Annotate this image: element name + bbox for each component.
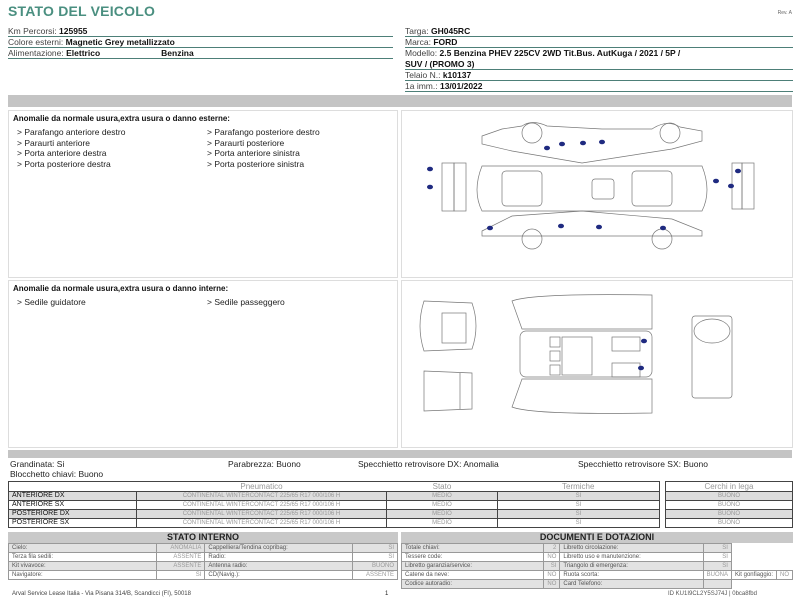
cerchi-row (666, 510, 793, 519)
exterior-list-2 (207, 127, 397, 169)
anomaly-item: > Sedile passeggero (207, 297, 285, 307)
footer-address: Arval Service Lease Italia - Via Pisana 314/B, Scandicci (FI), 50018 (12, 591, 191, 597)
interior-title: Anomalie da normale usura,extra usura o danno interne: (13, 284, 229, 293)
value: GH045RC (431, 26, 471, 36)
col-pneumatico: Pneumatico (137, 482, 387, 492)
stato-interno (8, 532, 398, 580)
kv-value: NO (544, 571, 560, 580)
kv-value: SI (544, 562, 560, 571)
value: Elettrico (66, 48, 101, 58)
tyre-table (8, 481, 660, 528)
damage-marker (596, 225, 602, 230)
exterior-anomalies-panel (8, 110, 398, 278)
kv-row (9, 562, 398, 571)
interior-list-2 (207, 297, 397, 308)
damage-marker (728, 184, 734, 189)
cerchi-row (666, 492, 793, 501)
anomaly-item: > Paraurti posteriore (207, 137, 285, 148)
tyre-cerchi: BUONO (666, 501, 793, 510)
anomaly-item: > Paraurti anteriore (17, 137, 90, 148)
cerchi-row (666, 519, 793, 528)
value: 2.5 Benzina PHEV 225CV 2WD Tit.Bus. AutKuga / 2021 / 5P / (439, 48, 681, 58)
interior-list-1 (17, 297, 207, 308)
tyre-termiche: SI (497, 519, 659, 528)
kv-label: Radio: (205, 553, 353, 562)
anomaly-item: > Parafango posteriore destro (207, 127, 320, 137)
kv-row (402, 553, 793, 562)
kv-value: BUONO (353, 562, 398, 571)
summary-left (10, 459, 103, 479)
tyre-model: CONTINENTAL WINTERCONTACT 225/65 R17 000/106 H (137, 501, 387, 510)
kv-label: Terza fila sedili: (9, 553, 157, 562)
kv-label: Card Telefono: (560, 580, 703, 589)
anomaly-item: > Porta anteriore destra (17, 148, 107, 158)
damage-marker (487, 226, 493, 231)
tyre-termiche: SI (497, 510, 659, 519)
damage-marker (713, 179, 719, 184)
kv-label: Codice autoradio: (402, 580, 544, 589)
cerchi-table (665, 481, 793, 528)
kv-label: Kit vivavoce: (9, 562, 157, 571)
stato-interno-title: STATO INTERNO (8, 532, 398, 543)
tyre-stato: MEDIO (387, 510, 498, 519)
kv-value: BUONA (703, 571, 731, 580)
kv-row (402, 562, 793, 571)
divider-bar-2 (8, 450, 792, 458)
kv-value: NO (777, 571, 793, 580)
value: 125955 (59, 26, 88, 36)
damage-marker (427, 185, 433, 190)
exterior-list-1 (17, 127, 207, 169)
damage-marker (735, 169, 741, 174)
col-stato: Stato (387, 482, 498, 492)
col-pos (9, 482, 137, 492)
right-info (405, 26, 793, 92)
tyre-row (9, 492, 660, 501)
modello-row (405, 48, 793, 59)
tyre-stato: MEDIO (387, 519, 498, 528)
anomaly-item: > Sedile guidatore (17, 297, 86, 307)
immatricolazione-row (405, 81, 793, 92)
label: Colore esterni: (8, 37, 64, 47)
marca-row (405, 37, 793, 48)
kv-value: ASSENTE (156, 553, 205, 562)
kv-label: Kit gonfiaggio: (731, 571, 776, 580)
kv-value: SI (703, 562, 731, 571)
kv-label: Cappelliera/Tendina copribag: (205, 544, 353, 553)
kv-value: 2 (544, 544, 560, 553)
tyre-cerchi: BUONO (666, 510, 793, 519)
tyre-cerchi: BUONO (666, 519, 793, 528)
damage-marker (599, 140, 605, 145)
kv-value: ASSENTE (156, 562, 205, 571)
telaio-row (405, 70, 793, 81)
damage-marker (558, 224, 564, 229)
exterior-diagram (401, 110, 793, 278)
colore-row (8, 37, 393, 48)
interior-anomalies-panel (8, 280, 398, 448)
damage-marker (427, 167, 433, 172)
kv-value: SI (353, 553, 398, 562)
tyre-cerchi: BUONO (666, 492, 793, 501)
kv-value: NO (544, 580, 560, 589)
kv-value: ANOMALIA (156, 544, 205, 553)
page-title: STATO DEL VEICOLO (8, 3, 156, 19)
label: 1a imm.: (405, 81, 438, 91)
kv-value: SI (156, 571, 205, 580)
documenti-title: DOCUMENTI E DOTAZIONI (401, 532, 793, 543)
kv-label: Navigatore: (9, 571, 157, 580)
tyre-row (9, 501, 660, 510)
car-exterior-diagram (402, 111, 794, 279)
kv-label: Tessere code: (402, 553, 544, 562)
value: FORD (433, 37, 458, 47)
car-interior-diagram (402, 281, 794, 449)
kv-label: Catene da neve: (402, 571, 544, 580)
grandinata: Grandinata: Si (10, 459, 65, 469)
label: Modello: (405, 48, 438, 58)
kv-label: Cielo: (9, 544, 157, 553)
interior-diagram (401, 280, 793, 448)
cerchi-row (666, 501, 793, 510)
tyre-pos: POSTERIORE DX (9, 510, 137, 519)
anomaly-item: > Porta anteriore sinistra (207, 148, 300, 158)
value: SUV / (PROMO 3) (405, 59, 475, 69)
document-id: ID KU1I9CL2Y5SJ74J | 0bca8fbd (668, 591, 757, 597)
revision: Rev. A (777, 10, 792, 16)
anomaly-item: > Parafango anteriore destro (17, 127, 126, 137)
km-row (8, 26, 393, 37)
anomaly-item: > Porta posteriore sinistra (207, 158, 305, 169)
tyre-row (9, 510, 660, 519)
value: Magnetic Grey metallizzato (65, 37, 175, 47)
value2: Benzina (161, 48, 194, 58)
tyre-stato: MEDIO (387, 492, 498, 501)
tyre-pos: ANTERIORE DX (9, 492, 137, 501)
documenti-dotazioni (401, 532, 793, 589)
kv-label: Triangolo di emergenza: (560, 562, 703, 571)
tyre-model: CONTINENTAL WINTERCONTACT 225/65 R17 000/106 H (137, 519, 387, 528)
damage-marker (580, 141, 586, 146)
modello-row-2 (405, 59, 793, 70)
label: Alimentazione: (8, 48, 64, 58)
kv-value: NO (544, 553, 560, 562)
tyre-row (9, 519, 660, 528)
targa-row (405, 26, 793, 37)
tyre-pos: POSTERIORE SX (9, 519, 137, 528)
kv-label: CD(Navig.): (205, 571, 353, 580)
kv-label: Ruota scorta: (560, 571, 703, 580)
damage-marker (638, 366, 644, 371)
value: k10137 (442, 70, 472, 80)
kv-label: Libretto garanzia/service: (402, 562, 544, 571)
kv-value: SI (703, 544, 731, 553)
label: Telaio N.: (405, 70, 441, 80)
exterior-title: Anomalie da normale usura,extra usura o danno esterne: (13, 114, 230, 123)
kv-row (9, 571, 398, 580)
label: Km Percorsi: (8, 26, 57, 36)
col-termiche: Termiche (497, 482, 659, 492)
blocchetto-chiavi: Blocchetto chiavi: Buono (10, 469, 104, 479)
kv-value: ASSENTE (353, 571, 398, 580)
label: Targa: (405, 26, 429, 36)
specchietto-dx: Specchietto retrovisore DX: Anomalia (358, 459, 499, 469)
kv-label: Libretto circolazione: (560, 544, 703, 553)
tyre-stato: MEDIO (387, 501, 498, 510)
tyre-model: CONTINENTAL WINTERCONTACT 225/65 R17 000/106 H (137, 510, 387, 519)
page-number: 1 (385, 591, 389, 597)
tyre-termiche: SI (497, 501, 659, 510)
tyre-model: CONTINENTAL WINTERCONTACT 225/65 R17 000/106 H (137, 492, 387, 501)
damage-marker (641, 339, 647, 344)
kv-row (402, 544, 793, 553)
damage-marker (544, 146, 550, 151)
kv-value: SI (703, 553, 731, 562)
kv-row (9, 553, 398, 562)
damage-marker (559, 142, 565, 147)
alimentazione-row (8, 48, 393, 59)
kv-value: SI (353, 544, 398, 553)
left-info (8, 26, 393, 59)
kv-row (9, 544, 398, 553)
kv-label: Antenna radio: (205, 562, 353, 571)
specchietto-sx: Specchietto retrovisore SX: Buono (578, 459, 708, 469)
tyre-pos: ANTERIORE SX (9, 501, 137, 510)
damage-marker (660, 226, 666, 231)
anomaly-item: > Porta posteriore destra (17, 158, 111, 169)
parabrezza: Parabrezza: Buono (228, 459, 301, 469)
label: Marca: (405, 37, 431, 47)
kv-label: Libretto uso e manutenzione: (560, 553, 703, 562)
kv-value (703, 580, 731, 589)
kv-label: Totale chiavi: (402, 544, 544, 553)
value: 13/01/2022 (439, 81, 483, 91)
kv-row (402, 571, 793, 580)
divider-bar (8, 95, 792, 107)
col-cerchi: Cerchi in lega (666, 482, 793, 492)
kv-row (402, 580, 793, 589)
tyre-termiche: SI (497, 492, 659, 501)
